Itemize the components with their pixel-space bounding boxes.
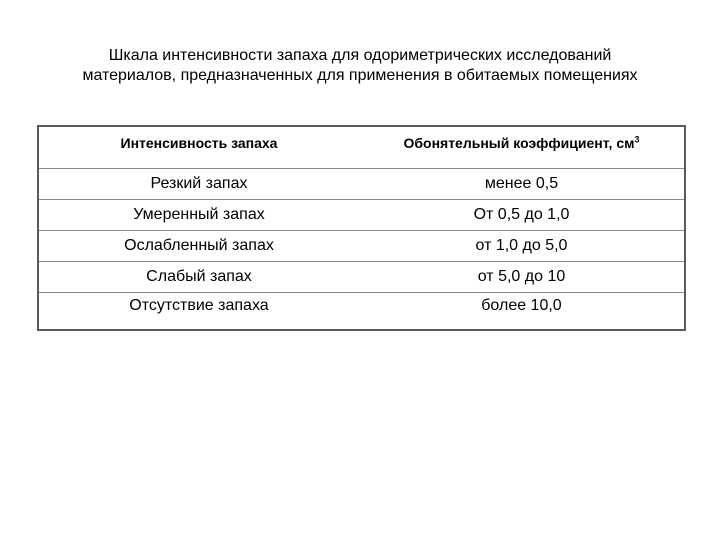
title-line-1: Шкала интенсивности запаха для одориметрических исследований xyxy=(108,47,612,64)
coefficient-cell: от 5,0 до 10 xyxy=(359,261,685,292)
title-line-2: материалов, предназначенных для применения в обитаемых помещениях xyxy=(82,67,638,84)
table-header-row xyxy=(38,126,685,168)
table-row xyxy=(38,199,685,230)
intensity-cell: Отсутствие запаха xyxy=(129,296,269,314)
intensity-cell: Умеренный запах xyxy=(38,199,359,230)
table-row xyxy=(38,292,685,330)
table-row xyxy=(38,261,685,292)
intensity-cell: Резкий запах xyxy=(38,168,359,199)
page-title xyxy=(0,46,720,86)
header-coefficient xyxy=(359,126,685,168)
intensity-cell: Слабый запах xyxy=(38,261,359,292)
table-row xyxy=(38,230,685,261)
coefficient-cell: более 10,0 xyxy=(481,296,562,314)
odor-intensity-table xyxy=(37,125,686,331)
header-intensity: Интенсивность запаха xyxy=(38,126,359,168)
coefficient-cell: менее 0,5 xyxy=(359,168,685,199)
intensity-cell: Ослабленный запах xyxy=(38,230,359,261)
coefficient-cell: от 1,0 до 5,0 xyxy=(359,230,685,261)
header-coefficient-unit-exponent: 3 xyxy=(634,134,640,145)
table-row xyxy=(38,168,685,199)
header-coefficient-text: Обонятельный коэффициент, см xyxy=(403,135,635,151)
coefficient-cell: От 0,5 до 1,0 xyxy=(359,199,685,230)
